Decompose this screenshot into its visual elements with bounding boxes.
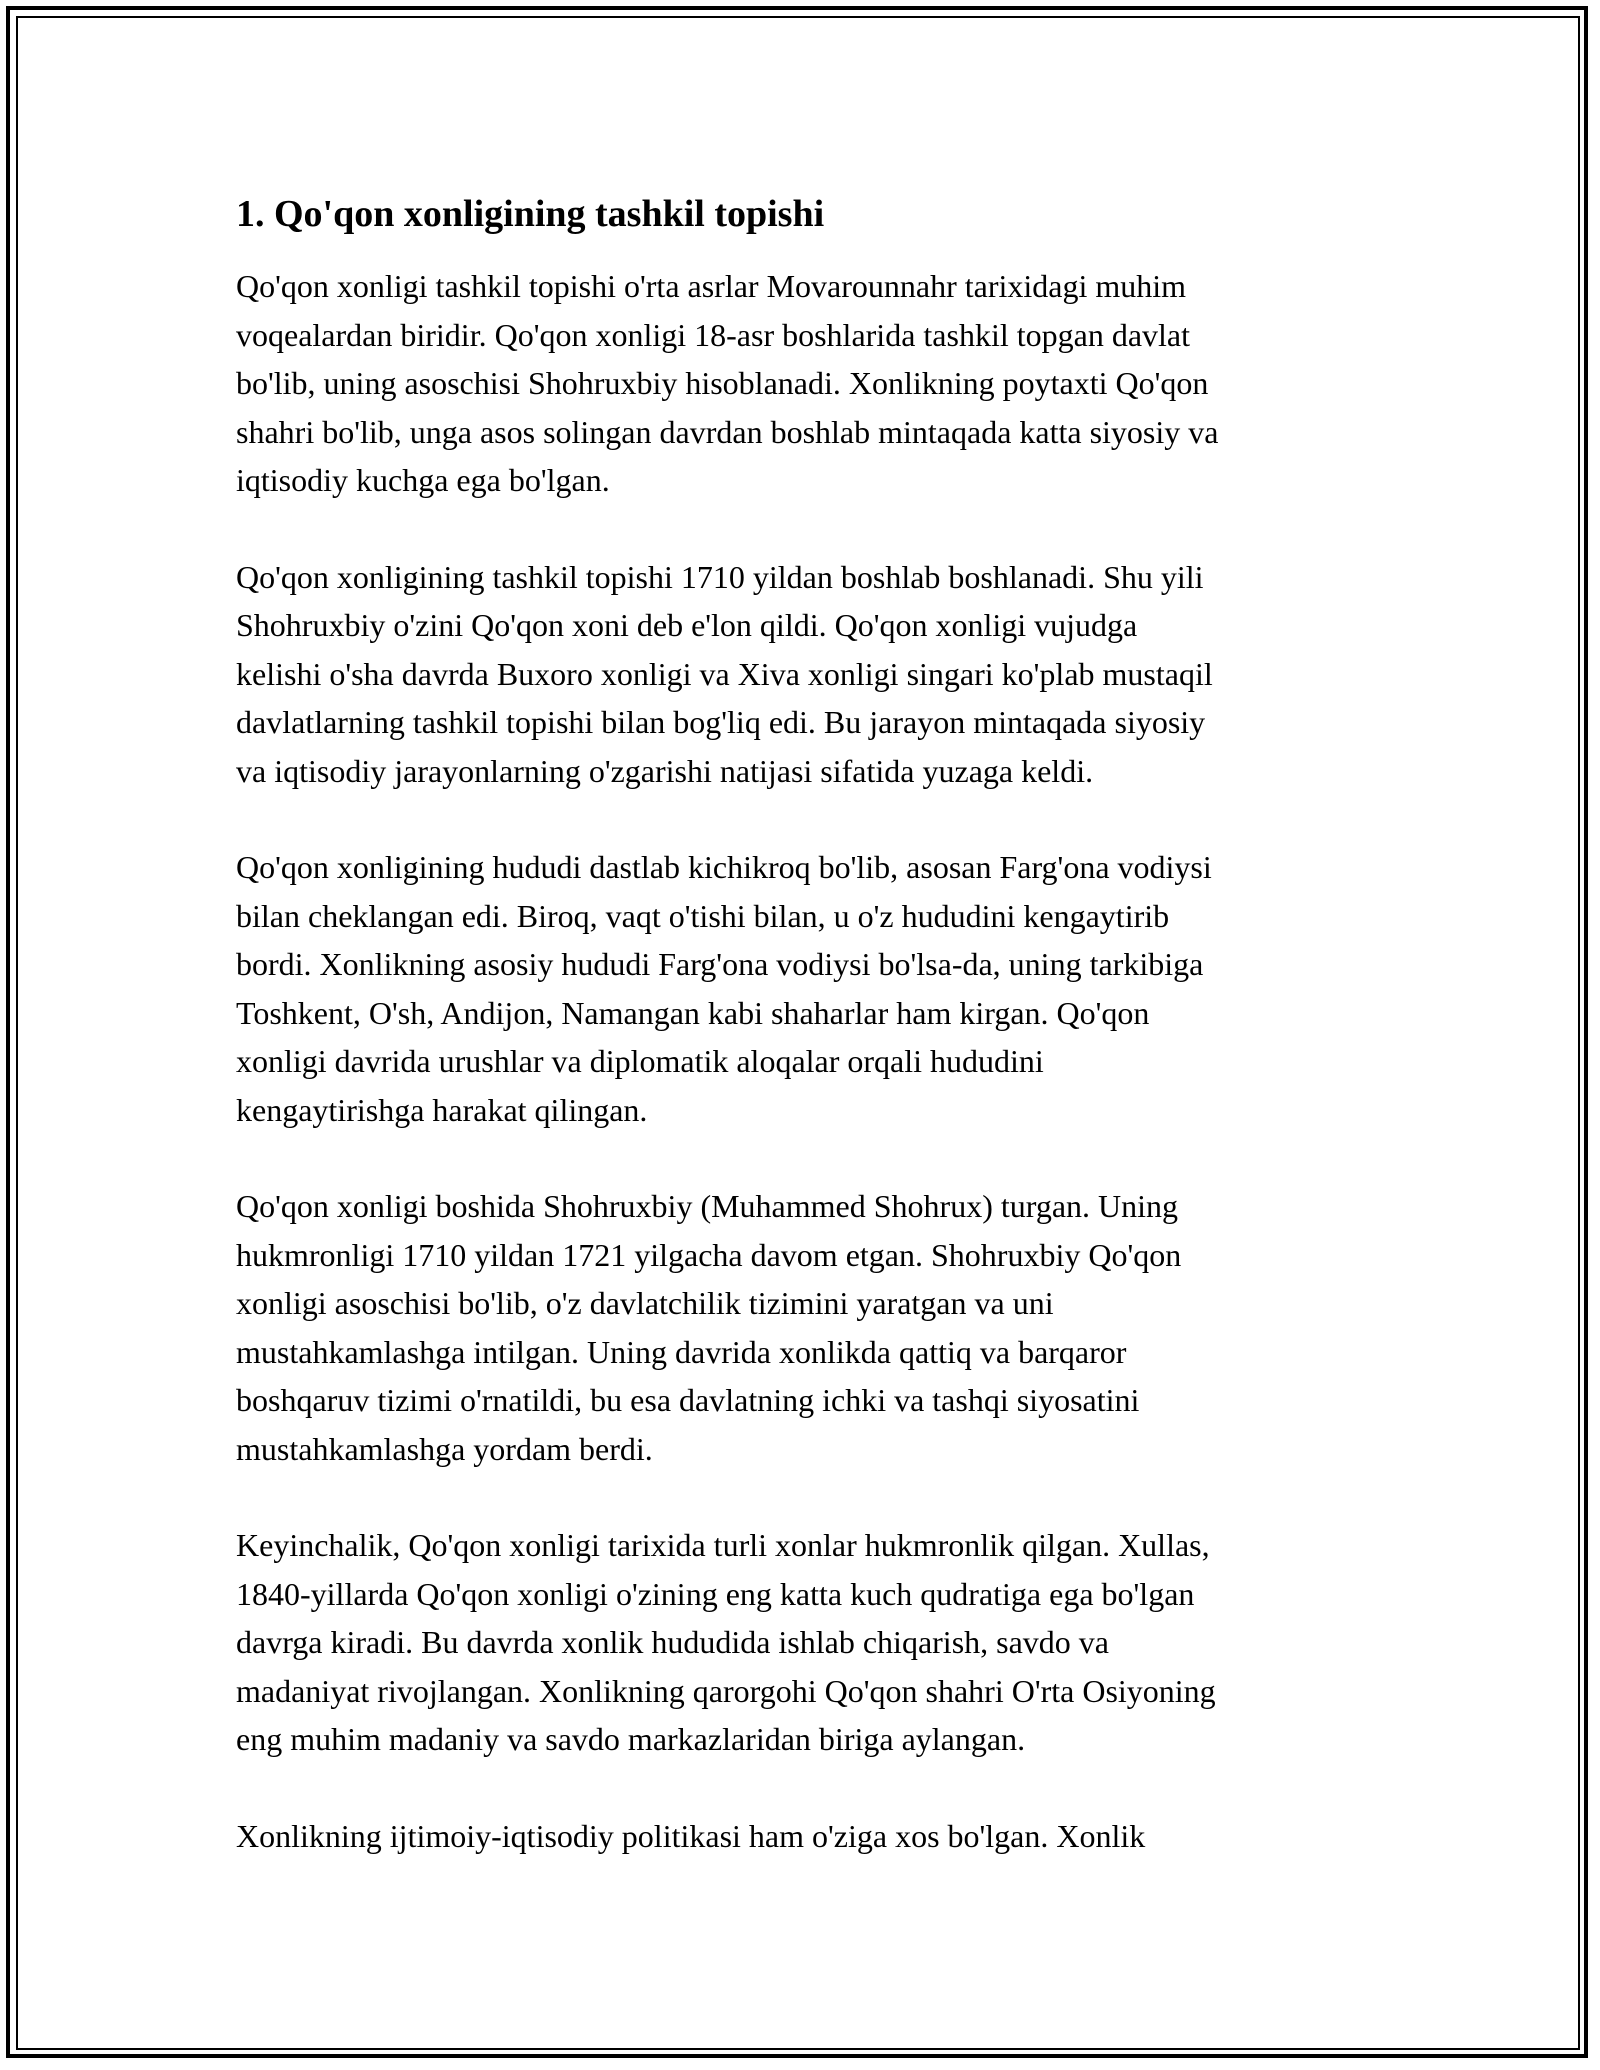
section-heading: 1. Qo'qon xonligining tashkil topishi <box>236 193 825 235</box>
paragraph-6: Xonlikning ijtimoiy-iqtisodiy politikasi ham o'ziga xos bo'lgan. Xonlik <box>236 1817 1146 1854</box>
paragraph-1: Qo'qon xonligi tashkil topishi o'rta asrlar Movarounnahr tarixidagi muhim voqealardan biridir. Qo'qon xonligi 18-asr boshlarida tashkil topgan davlat bo'lib, uning asoschisi Shohruxbiy hisoblanadi. Xonlikning poytaxti Qo'qon shahri bo'lib, unga asos solingan davrdan boshlab mintaqada katta siyosiy va iqtisodiy kuchga ega bo'lgan. <box>236 268 1219 498</box>
paragraph-3: Qo'qon xonligining hududi dastlab kichikroq bo'lib, asosan Farg'ona vodiysi bilan cheklangan edi. Biroq, vaqt o'tishi bilan, u o'z hududini kengaytirib bordi. Xonlikning asosiy hududi Farg'ona vodiysi bo'lsa-da, uning tarkibiga Toshkent, O'sh, Andijon, Namangan kabi shaharlar ham kirgan. Qo'qon xonligi davrida urushlar va diplomatik aloqalar orqali hududini kengaytirishga harakat qilingan. <box>236 849 1212 1128</box>
paragraph-5: Keyinchalik, Qo'qon xonligi tarixida turli xonlar hukmronlik qilgan. Xullas, 1840-yillarda Qo'qon xonligi o'zining eng katta kuch qudratiga ega bo'lgan davrga kiradi. Bu davrda xonlik hududida ishlab chiqarish, savdo va madaniyat rivojlangan. Xonlikning qarorgohi Qo'qon shahri O'rta Osiyoning eng muhim madaniy va savdo markazlaridan biriga aylangan. <box>236 1527 1216 1757</box>
paragraph-2: Qo'qon xonligining tashkil topishi 1710 yildan boshlab boshlanadi. Shu yili Shohruxbiy o'zini Qo'qon xoni deb e'lon qildi. Qo'qon xonligi vujudga kelishi o'sha davrda Buxoro xonligi va Xiva xonligi singari ko'plab mustaqil davlatlarning tashkil topishi bilan bog'liq edi. Bu jarayon mintaqada siyosiy va iqtisodiy jarayonlarning o'zgarishi natijasi sifatida yuzaga keldi. <box>236 558 1213 789</box>
paragraph-4: Qo'qon xonligi boshida Shohruxbiy (Muhammed Shohrux) turgan. Uning hukmronligi 1710 yildan 1721 yilgacha davom etgan. Shohruxbiy Qo'qon xonligi asoschisi bo'lib, o'z davlatchilik tizimini yaratgan va uni mustahkamlashga intilgan. Uning davrida xonlikda qattiq va barqaror boshqaruv tizimi o'rnatildi, bu esa davlatning ichki va tashqi siyosatini mustahkamlashga yordam berdi. <box>236 1188 1182 1467</box>
document-body <box>236 186 1366 1908</box>
